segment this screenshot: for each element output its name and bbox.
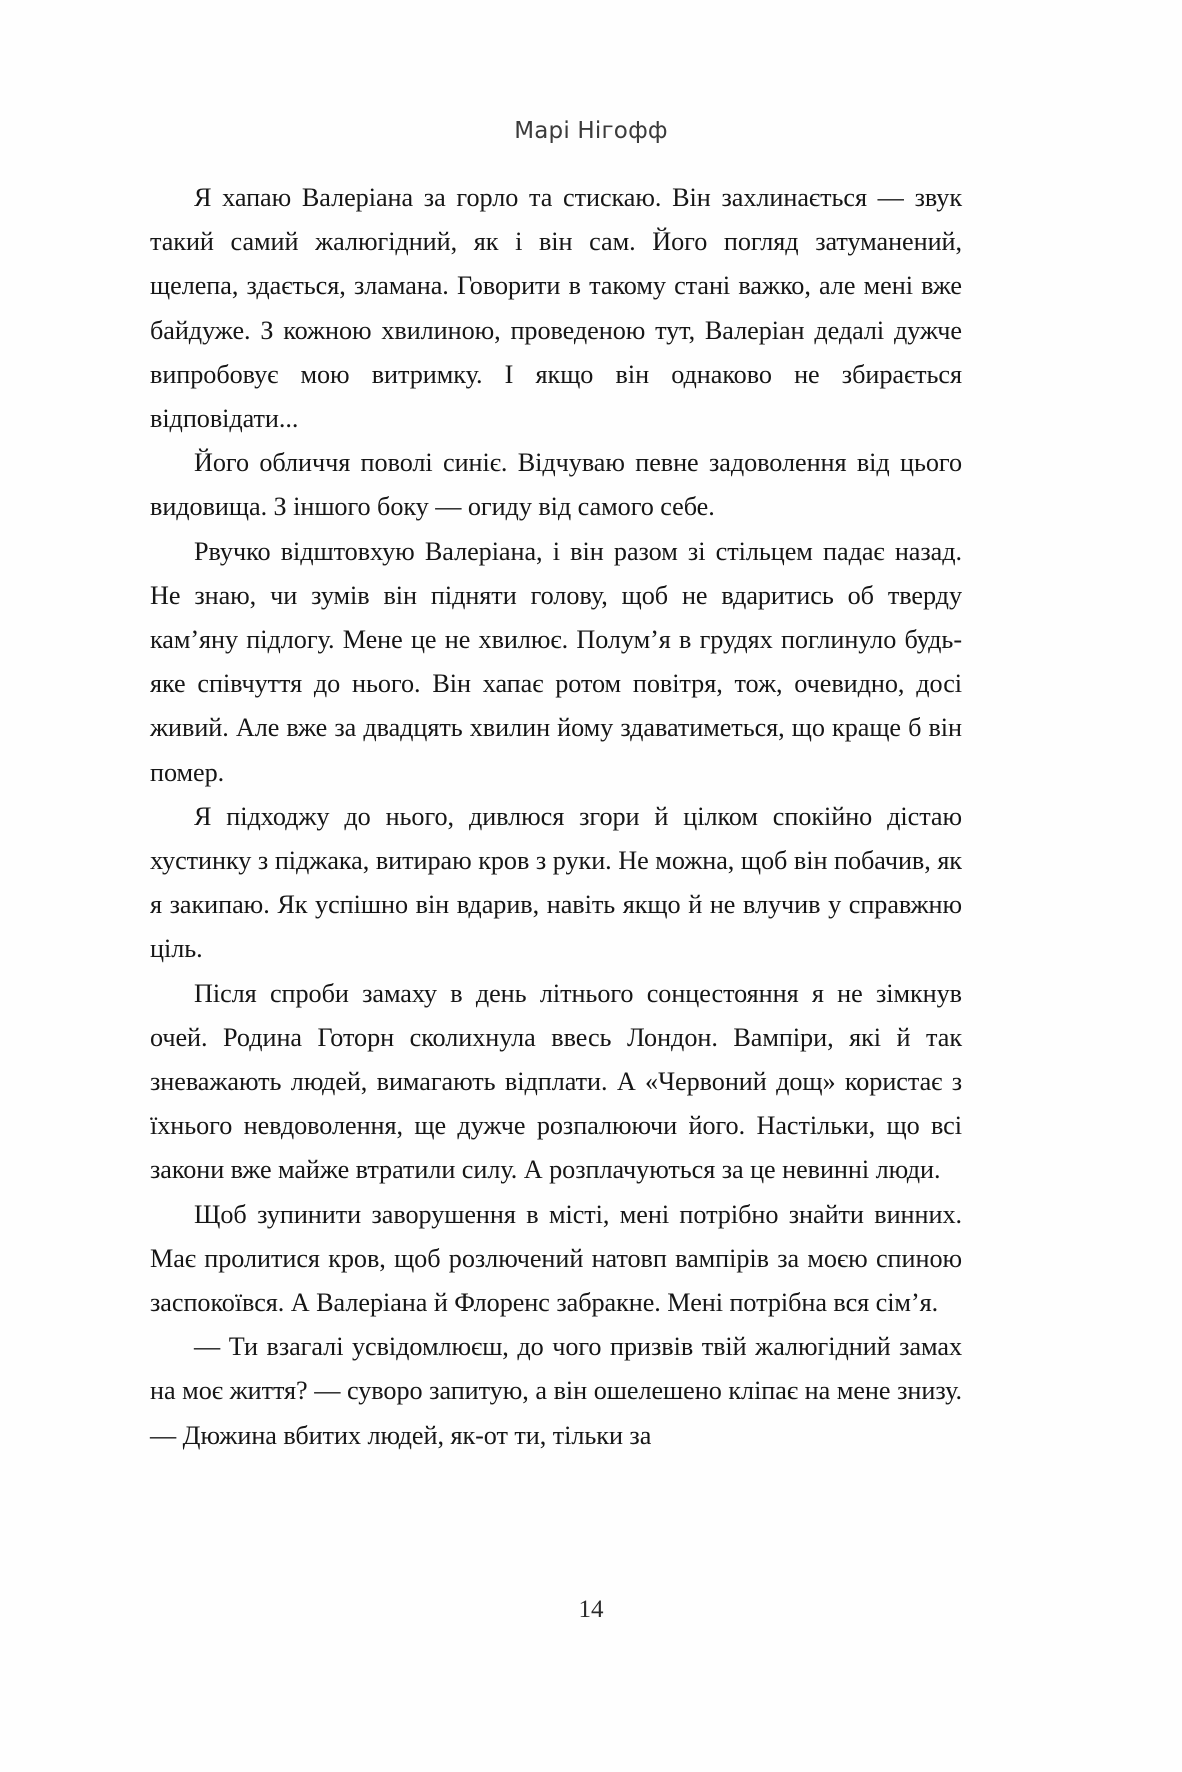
paragraph: Щоб зупинити заворушення в місті, мені потрібно знайти винних. Має пролитися кров, щоб розлючений натовп вампірів за моєю спиною заспокоївся. А Валеріана й Флоренс забракне. Мені потрібна вся сім’я.	[150, 1199, 962, 1318]
body-text-block	[150, 176, 962, 1458]
paragraph: Я підходжу до нього, дивлюся згори й цілком спокійно дістаю хустинку з піджака, витираю кров з руки. Не можна, щоб він побачив, як я закипаю. Як успішно він вдарив, навіть якщо й не влучив у справжню ціль.	[150, 801, 962, 964]
paragraph: Після спроби замаху в день літнього сонцестояння я не зімкнув очей. Родина Готорн сколихнула ввесь Лондон. Вампіри, які й так зневажають людей, вимагають відплати. А «Червоний дощ» користає з їхнього невдоволення, ще дужче розпалюючи його. Настільки, що всі закони вже майже втратили силу. А розплачуються за це невинні люди.	[150, 978, 962, 1185]
running-header: Марі Нігофф	[514, 118, 668, 144]
paragraph: Рвучко відштовхую Валеріана, і він разом зі стільцем падає назад. Не знаю, чи зумів він підняти голову, щоб не вдаритись об тверду кам’яну підлогу. Мене це не хвилює. Полум’я в грудях поглинуло будь-яке співчуття до нього. Він хапає ротом повітря, тож, очевидно, досі живий. Але вже за двадцять хвилин йому здаватиметься, що краще б він помер.	[150, 536, 962, 787]
paragraph: Я хапаю Валеріана за горло та стискаю. Він захлинається — звук такий самий жалюгідний, як і він сам. Його погляд затуманений, щелепа, здається, зламана. Говорити в такому стані важко, але мені вже байдуже. З кожною хвилиною, проведеною тут, Валеріан дедалі дужче випробовує мою витримку. І якщо він однаково не збирається відповідати...	[150, 183, 962, 434]
paragraph: — Ти взагалі усвідомлюєш, до чого призвів твій жалюгідний замах на моє життя? — суворо запитую, а він ошелешено кліпає на мене знизу. — Дюжина вбитих людей, як-от ти, тільки за	[150, 1332, 962, 1450]
page-number: 14	[578, 1596, 604, 1623]
paragraph: Його обличчя поволі синіє. Відчуваю певне задоволення від цього видовища. З іншого боку — огиду від самого себе.	[150, 448, 962, 522]
